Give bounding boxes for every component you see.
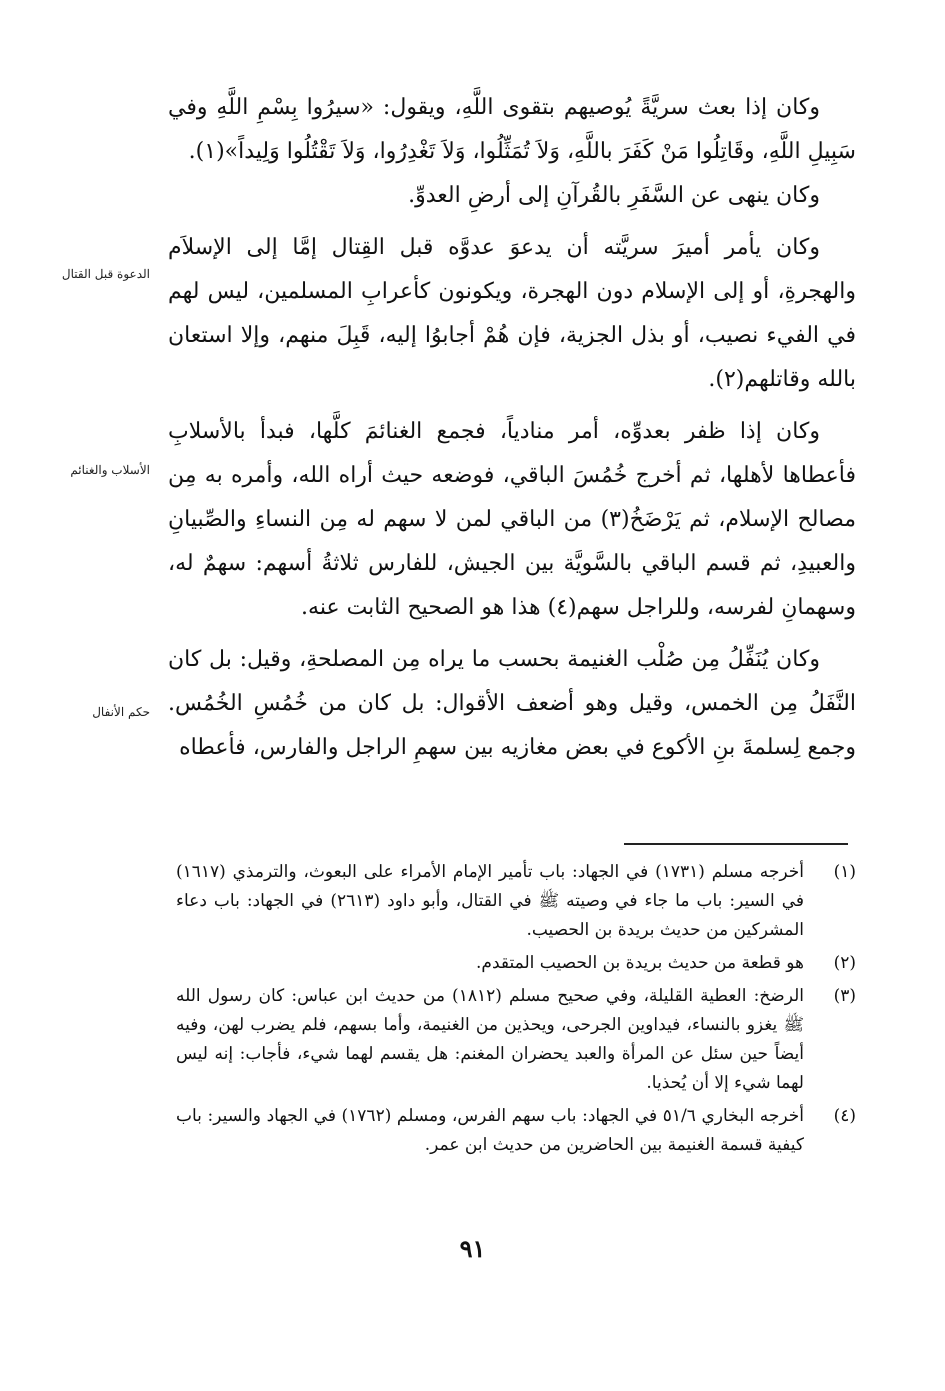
footnote-2 [176, 949, 856, 978]
footnote-number: (٤) [833, 1106, 856, 1126]
page-number: ٩١ [459, 1234, 486, 1263]
paragraph-nafl: وكان يُنَفِّلُ مِن صُلْب الغنيمة بحسب ما يراه مِن المصلحةِ، وقيل: بل كان النَّفَلُ مِن الخمس، وقيل وهو أضعف الأقوال: بل كان من خُمُسِ الخُمُس. وجمع لِسلمةَ بنِ الأكوع في بعض مغازيه بين سهمِ الراجل والفارس، فأعطاه [168, 647, 856, 760]
footnote-text: هو قطعة من حديث بريدة بن الحصيب المتقدم. [476, 953, 804, 973]
footnote-number: (٢) [833, 953, 856, 973]
footnote-number: (٣) [833, 986, 856, 1006]
footnote-text: الرضخ: العطية القليلة، وفي صحيح مسلم (١٨١٢) من حديث ابن عباس: كان رسول الله ﷺ يغزو بالنساء، فيداوين الجرحى، ويحذين من الغنيمة، وأما بسهم، فلم يضرب لهن، وفيه أيضاً حين سئل عن المرأة والعبد يحضران المغنم: هل يقسم لهما شيء، فأجاب: إنه ليس لهما شيء إلا أن يُحذيا. [176, 986, 804, 1093]
margin-note-spoils: الأسلاب والغنائم [70, 463, 150, 477]
footnote-4 [176, 1102, 856, 1160]
footnote-separator [624, 843, 848, 845]
paragraph-sariyya: وكان إذا بعث سريَّةً يُوصيهم بتقوى اللَّهِ، ويقول: «سيرُوا بِسْمِ اللَّهِ وفي سَبِيلِ اللَّهِ، وقَاتِلُوا مَنْ كَفَرَ باللَّهِ، وَلاَ تُمَثِّلُوا، وَلاَ تَغْدِرُوا، وَلاَ تَقْتُلُوا وَلِيداً»(١). [168, 95, 856, 164]
paragraph-travel-with-quran: وكان ينهى عن السَّفَرِ بالقُرآنِ إلى أرضِ العدوِّ. [408, 183, 820, 208]
paragraph-spoils: وكان إذا ظفر بعدوِّه، أمر منادياً، فجمع الغنائمَ كلَّها، فبدأ بالأسلابِ فأعطاها لأهلها، ثم أخرج خُمُسَ الباقي، فوضعه حيث أراه الله، وأمره به مِن مصالح الإسلام، ثم يَرْضَخُ(٣) من الباقي لمن لا سهم له مِن النساءِ والصِّبيانِ والعبيدِ، ثم قسم الباقي بالسَّويَّة بين الجيش، للفارس ثلاثةُ أسهم: سهمٌ له، وسهمانِ لفرسه، وللراجل سهم(٤) هذا هو الصحيح الثابت عنه. [168, 419, 856, 620]
footnote-number: (١) [833, 862, 856, 882]
margin-note-dawa: الدعوة قبل القتال [61, 267, 150, 281]
main-body-text [168, 86, 856, 770]
margin-note-anfal: حكم الأنفال [92, 705, 150, 719]
footnote-text: أخرجه البخاري ٥١/٦ في الجهاد: باب سهم الفرس، ومسلم (١٧٦٢) في الجهاد والسير: باب كيفية قسمة الغنيمة بين الحاضرين من حديث ابن عمر. [176, 1106, 804, 1155]
footnote-1 [176, 858, 856, 945]
footnote-3 [176, 982, 856, 1098]
footnote-text: أخرجه مسلم (١٧٣١) في الجهاد: باب تأمير الإمام الأمراء على البعوث، والترمذي (١٦١٧) في السير: باب ما جاء في وصيته ﷺ في القتال، وأبو داود (٢٦١٣) في الجهاد: باب دعاء المشركين من حديث بريدة بن الحصيب. [176, 862, 804, 940]
footnotes [176, 858, 856, 1164]
paragraph-dawa-before-fighting: وكان يأمر أميرَ سريَّته أن يدعوَ عدوَّه قبل القِتال إمَّا إلى الإسلاَم والهجرةِ، أو إلى الإسلام دون الهجرة، ويكونون كأعرابِ المسلمين، ليس لهم في الفيء نصيب، أو بذل الجزية، فإن هُمْ أجابوُا إليه، قَبِلَ منهم، وإلا استعان بالله وقاتلهم(٢). [168, 235, 856, 392]
